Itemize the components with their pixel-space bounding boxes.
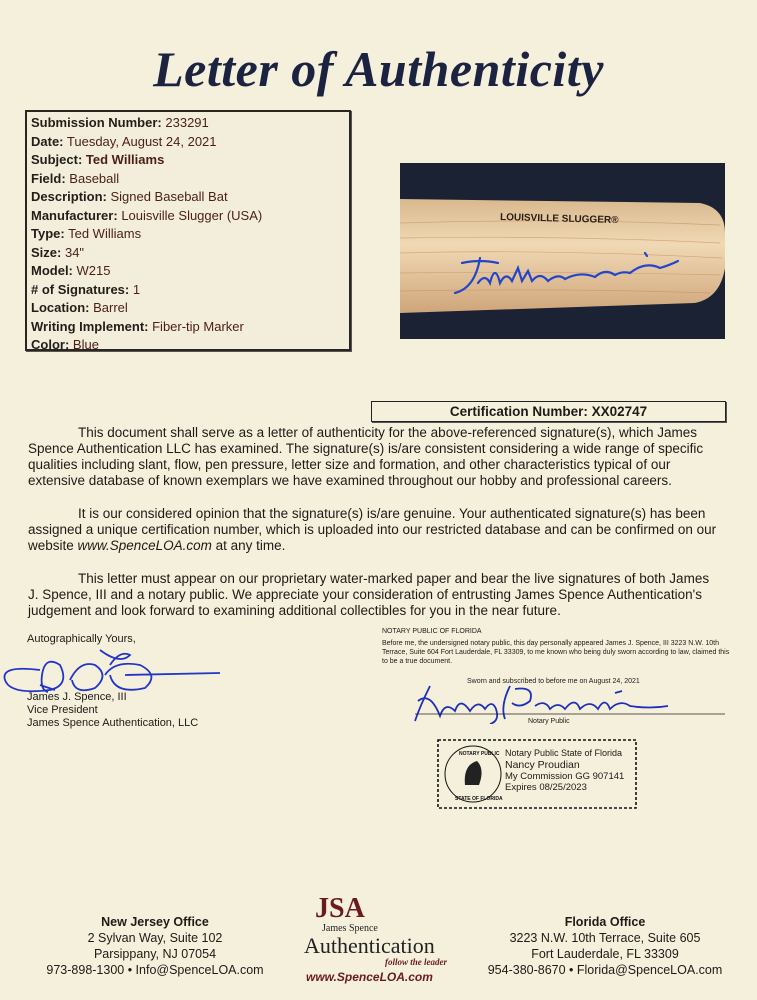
nj-office bbox=[40, 914, 270, 978]
detail-label: Model: bbox=[31, 263, 73, 278]
fl-office-contact: 954-380-8670 • Florida@SpenceLOA.com bbox=[487, 963, 723, 977]
paragraph-2-text: It is our considered opinion that the signature(s) is/are genuine. Your authenticated signature(s) has been assigned a unique certification number, which is uploaded into our restricted database and can be confirmed on our website bbox=[28, 506, 717, 553]
detail-value: 1 bbox=[132, 281, 141, 297]
detail-value: Signed Baseball Bat bbox=[110, 189, 228, 204]
paragraph-1: This document shall serve as a letter of authenticity for the above-referenced signature(s), which James Spence Authentication LLC has examined. The signature(s) is/are consistent considering a wide range of specific qualities including slant, flow, pen pressure, letter size and formation, and other characteristics typical of our extensive database of known exemplars we have examined throughout our hobby and professional careers. bbox=[28, 425, 704, 488]
notary-statement: Before me, the undersigned notary public, this day personally appeared James J. Spence, III 3223 N.W. 10th Terrace, Suite 604 Fort Lauderdale, FL 33309, to me known who being duly sworn according to law, claimed this to be a true document. bbox=[382, 640, 730, 665]
detail-label: Field: bbox=[31, 170, 66, 186]
detail-label: Date: bbox=[31, 133, 64, 149]
stamp-line-3: My Commission GG 907141 bbox=[505, 771, 625, 782]
signer-title: Vice President bbox=[27, 704, 98, 716]
detail-row bbox=[31, 151, 345, 170]
jsa-logo bbox=[290, 893, 475, 988]
detail-row bbox=[31, 133, 345, 152]
notary-line-label: Notary Public bbox=[528, 718, 570, 725]
certification-number: Certification Number: XX02747 bbox=[371, 401, 726, 422]
fl-office-title: Florida Office bbox=[564, 915, 646, 929]
detail-value: Ted Williams bbox=[68, 226, 142, 241]
detail-row bbox=[31, 188, 345, 207]
logo-jsa: JSA bbox=[315, 893, 365, 924]
detail-value: Barrel bbox=[93, 300, 128, 315]
document-title: Letter of Authenticity bbox=[153, 41, 604, 97]
bat-image bbox=[400, 163, 725, 339]
nj-office-title: New Jersey Office bbox=[101, 915, 209, 929]
fl-office-addr2: Fort Lauderdale, FL 33309 bbox=[531, 947, 679, 961]
detail-row bbox=[31, 336, 345, 355]
signer-name: James J. Spence, III bbox=[27, 691, 127, 703]
detail-label: Submission Number: bbox=[31, 115, 162, 130]
paragraph-2-end: at any time. bbox=[211, 538, 286, 553]
stamp-line-2: Nancy Proudian bbox=[505, 759, 580, 771]
stamp-line-1: Notary Public State of Florida bbox=[505, 748, 623, 758]
logo-website[interactable]: www.SpenceLOA.com bbox=[306, 970, 433, 984]
notary-sworn: Sworn and subscribed to before me on August 24, 2021 bbox=[467, 678, 640, 685]
detail-label: Type: bbox=[31, 226, 65, 241]
website-link[interactable]: www.SpenceLOA.com bbox=[77, 538, 212, 553]
notary-stamp bbox=[433, 735, 641, 813]
stamp-line-4: Expires 08/25/2023 bbox=[505, 782, 587, 793]
fl-office-addr1: 3223 N.W. 10th Terrace, Suite 605 bbox=[509, 931, 701, 945]
seal-text-bottom: STATE OF FLORIDA bbox=[455, 796, 503, 802]
detail-value: Tuesday, August 24, 2021 bbox=[66, 133, 217, 149]
fl-office bbox=[480, 914, 730, 978]
detail-row bbox=[31, 244, 345, 263]
detail-label: Location: bbox=[31, 300, 90, 315]
detail-label: # of Signatures: bbox=[31, 281, 130, 297]
closing: Autographically Yours, bbox=[27, 633, 136, 645]
detail-label: Subject: bbox=[31, 152, 83, 167]
detail-value: 34" bbox=[64, 244, 85, 260]
paragraph-3: This letter must appear on our proprietary water-marked paper and bear the live signatures of both James J. Spence, III and a notary public. We appreciate your consideration of entrusting James Spence Authentication's judgement and look forward to examining additional collectibles for you in the near future. bbox=[28, 571, 710, 618]
detail-row bbox=[31, 207, 345, 226]
detail-label: Writing Implement: bbox=[31, 318, 149, 334]
detail-label: Manufacturer: bbox=[31, 207, 118, 223]
detail-row bbox=[31, 114, 345, 133]
detail-row bbox=[31, 225, 345, 244]
detail-row bbox=[31, 318, 345, 337]
logo-james-spence: James Spence bbox=[322, 923, 378, 934]
submission-details-box bbox=[25, 110, 351, 351]
detail-row bbox=[31, 170, 345, 189]
detail-row bbox=[31, 262, 345, 281]
logo-tagline: follow the leader bbox=[385, 957, 447, 967]
nj-office-contact: 973-898-1300 • Info@SpenceLOA.com bbox=[46, 963, 264, 977]
eagle-icon bbox=[465, 761, 482, 785]
detail-label: Color: bbox=[31, 337, 70, 352]
detail-value: Baseball bbox=[69, 170, 120, 186]
nj-office-addr2: Parsippany, NJ 07054 bbox=[93, 947, 217, 961]
detail-label: Size: bbox=[31, 244, 62, 260]
signer-company: James Spence Authentication, LLC bbox=[27, 717, 199, 729]
detail-value: Blue bbox=[72, 337, 99, 352]
detail-value: 233291 bbox=[165, 115, 209, 130]
nj-office-addr1: 2 Sylvan Way, Suite 102 bbox=[87, 931, 223, 945]
notary-heading: NOTARY PUBLIC OF FLORIDA bbox=[382, 628, 482, 635]
detail-row bbox=[31, 299, 345, 318]
bat-brand-stamp: LOUISVILLE SLUGGER® bbox=[499, 212, 619, 227]
detail-value: Fiber-tip Marker bbox=[152, 318, 244, 334]
seal-text-top: NOTARY PUBLIC bbox=[459, 751, 500, 757]
bat-photo bbox=[400, 163, 725, 339]
detail-value: W215 bbox=[76, 263, 111, 278]
detail-label: Description: bbox=[31, 189, 107, 204]
logo-authentication: Authentication bbox=[304, 933, 435, 958]
detail-value: Louisville Slugger (USA) bbox=[121, 207, 263, 223]
detail-row bbox=[31, 281, 345, 300]
paragraph-2 bbox=[28, 506, 718, 554]
detail-value: Ted Williams bbox=[85, 152, 165, 167]
